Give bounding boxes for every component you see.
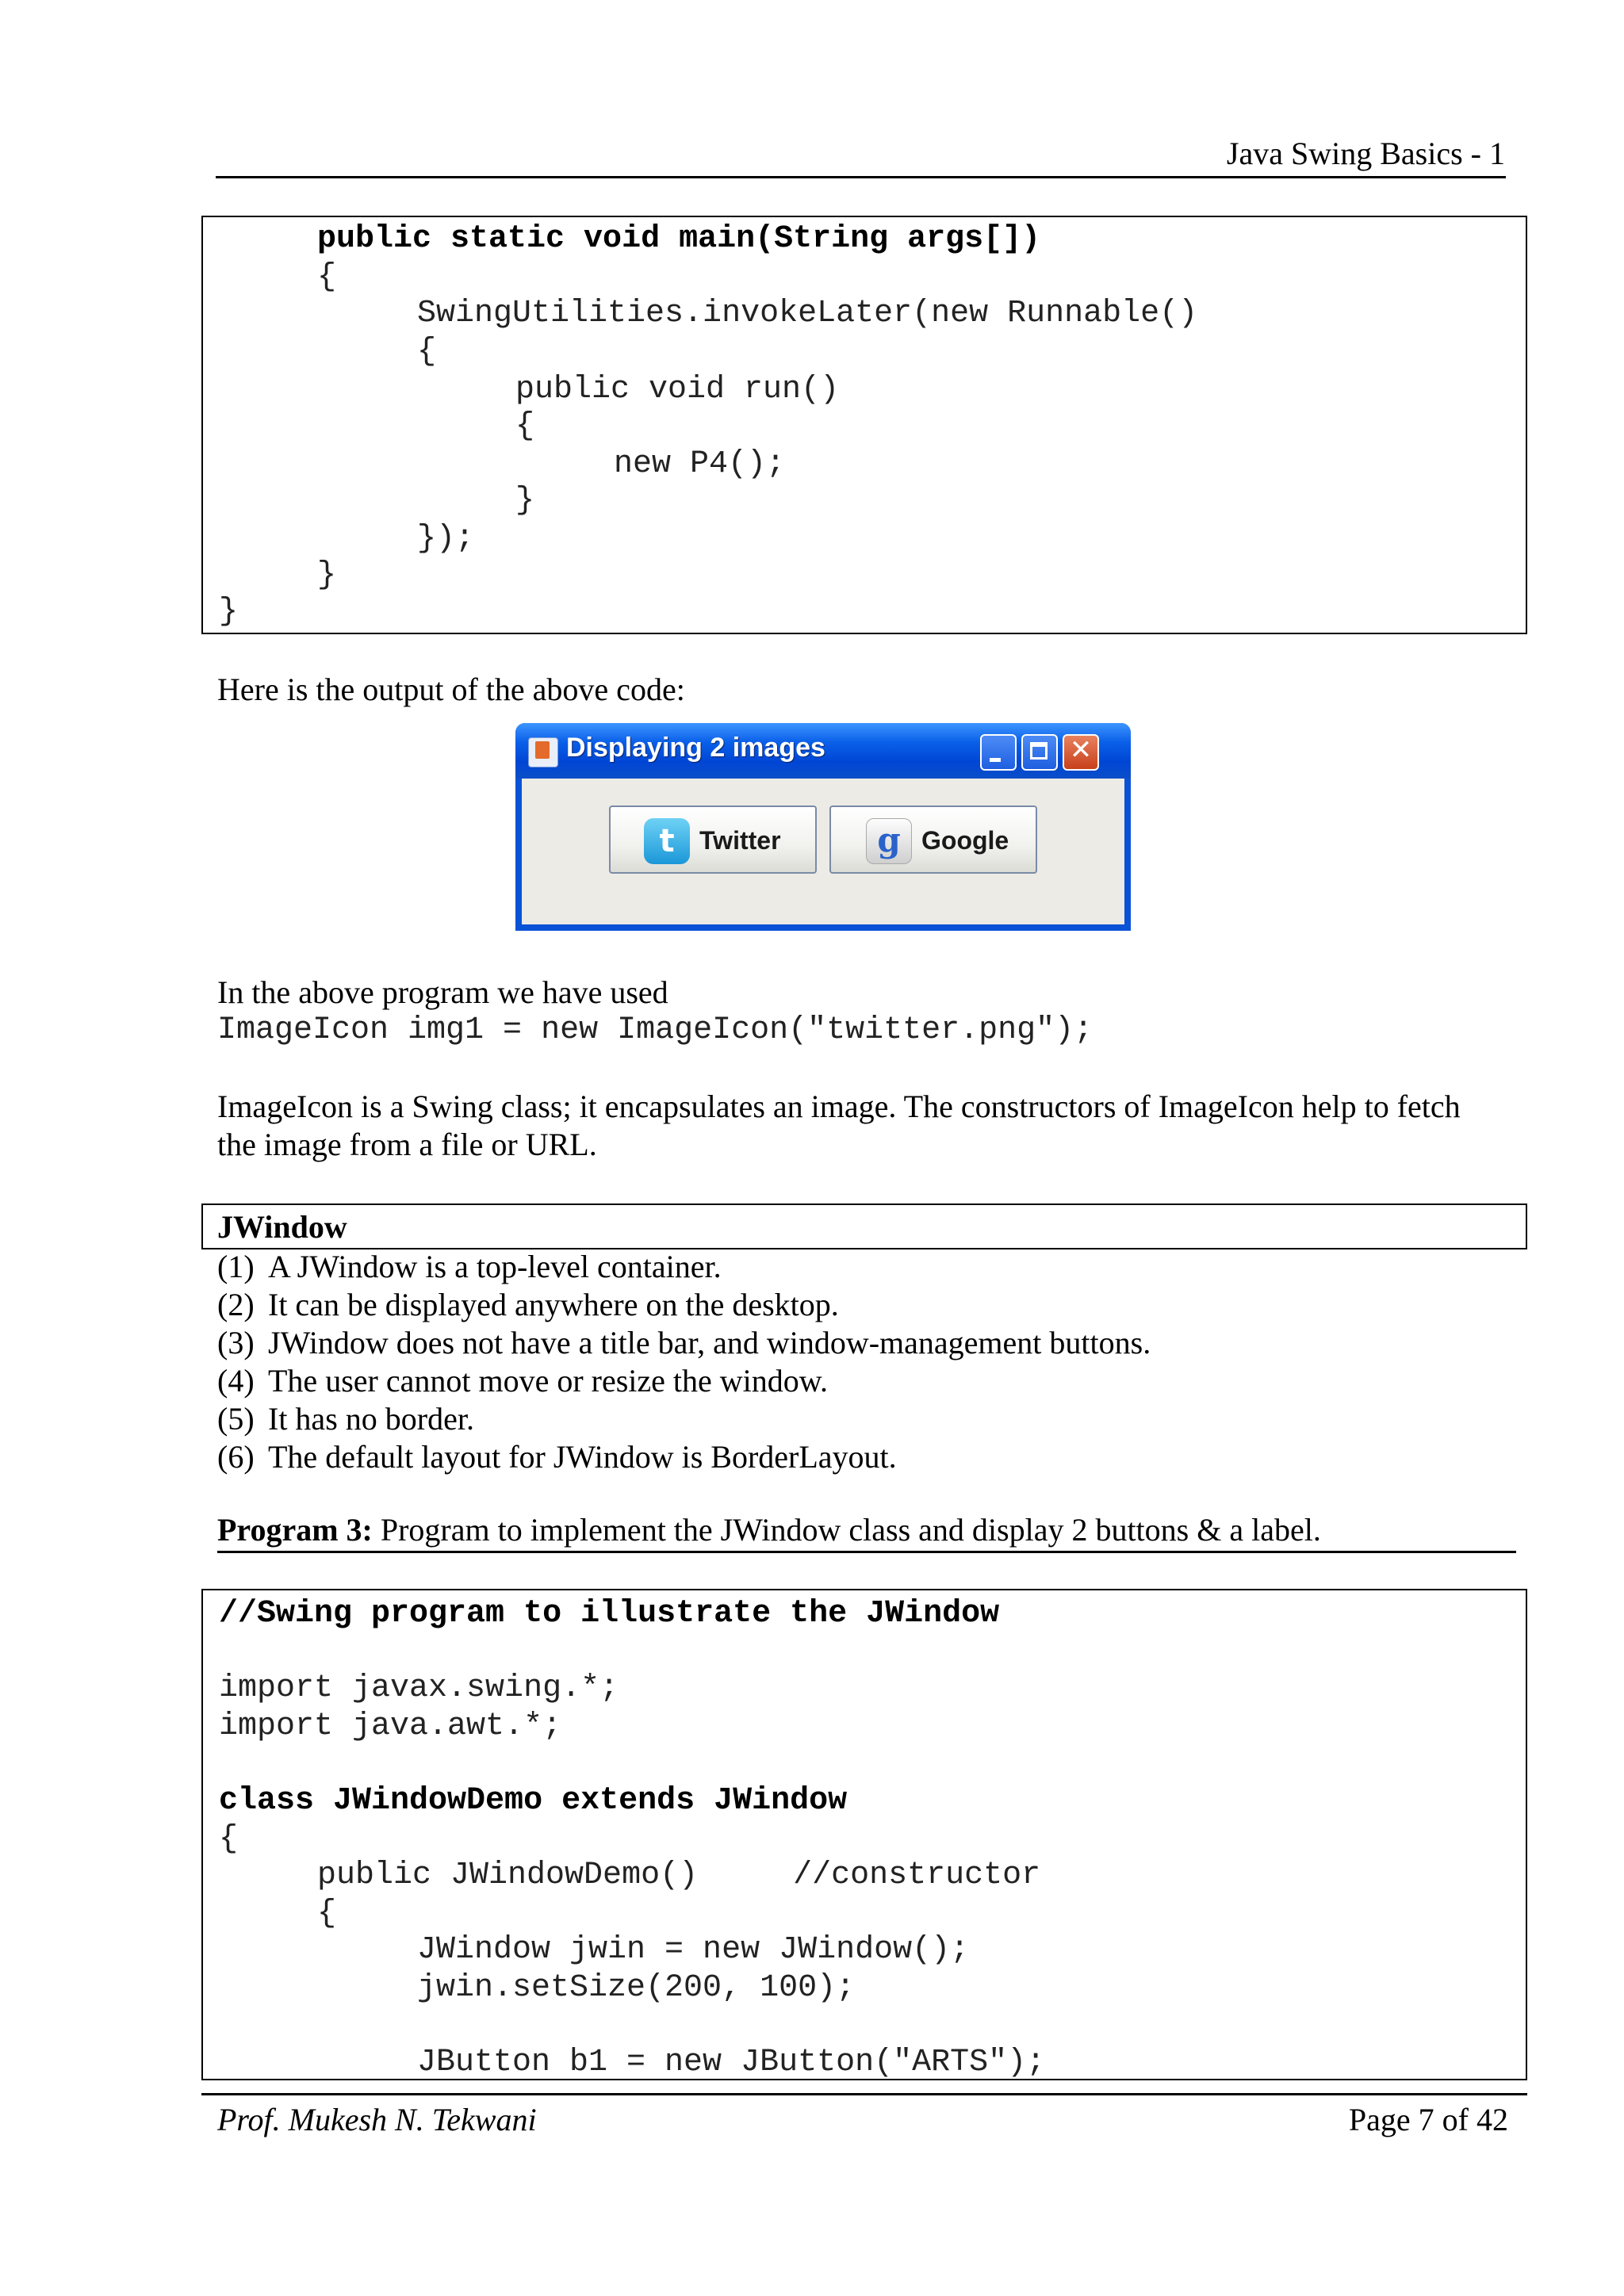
list-number: (1) (217, 1249, 255, 1284)
header-rule (216, 176, 1506, 178)
output-intro-text: Here is the output of the above code: (217, 672, 685, 707)
code-line: public JWindowDemo() //constructor (317, 1858, 1041, 1893)
program-label: Program 3: (217, 1512, 373, 1548)
window-title: Displaying 2 images (566, 733, 825, 763)
code-line: public void run() (515, 372, 840, 408)
explanation-paragraph-line: the image from a file or URL. (217, 1127, 597, 1162)
window-title-bar[interactable] (515, 723, 1131, 779)
twitter-button[interactable] (609, 806, 817, 874)
list-number: (6) (217, 1439, 255, 1475)
explanation-paragraph-line: ImageIcon is a Swing class; it encapsulates an image. The constructors of ImageIcon help to fetch (217, 1089, 1461, 1124)
maximize-button[interactable] (1021, 734, 1058, 771)
window-content-pane (522, 779, 1124, 924)
list-item: The default layout for JWindow is BorderLayout. (268, 1439, 897, 1475)
code-line: new P4(); (614, 446, 786, 482)
twitter-icon: t (644, 818, 690, 864)
code-line: SwingUtilities.invokeLater(new Runnable() (417, 296, 1198, 331)
code-line: import java.awt.*; (219, 1709, 562, 1744)
list-item: JWindow does not have a title bar, and window-management buttons. (268, 1325, 1151, 1360)
code-line: }); (417, 521, 475, 557)
java-app-icon (528, 737, 558, 767)
code-line: public static void main(String args[]) (317, 221, 1041, 257)
code-line: { (417, 334, 437, 369)
code-line: } (219, 594, 239, 629)
code-line: } (317, 557, 337, 593)
program-description: Program to implement the JWindow class and display 2 buttons & a label. (372, 1512, 1321, 1548)
section-heading: JWindow (217, 1209, 347, 1245)
code-block-main-method (201, 216, 1527, 634)
google-icon: g (866, 818, 912, 864)
list-item: It has no border. (268, 1401, 474, 1437)
page-number: Page 7 of 42 (1348, 2102, 1508, 2137)
jwindow-heading-box (201, 1203, 1527, 1249)
code-line: class JWindowDemo extends JWindow (219, 1783, 848, 1819)
list-number: (2) (217, 1287, 255, 1322)
footer-rule (201, 2093, 1527, 2095)
close-icon: ✕ (1069, 734, 1093, 766)
code-line: } (515, 483, 535, 519)
minimize-button[interactable] (980, 734, 1017, 771)
twitter-button-label: Twitter (699, 826, 781, 855)
code-block-jwindow-demo (201, 1589, 1527, 2080)
code-line: { (219, 1821, 239, 1857)
list-number: (4) (217, 1363, 255, 1399)
code-line: { (317, 1896, 337, 1931)
footer-author: Prof. Mukesh N. Tekwani (217, 2102, 537, 2137)
explanation-code: ImageIcon img1 = new ImageIcon("twitter.png"); (217, 1012, 1094, 1048)
code-line: { (317, 259, 337, 295)
swing-frame-window (515, 723, 1131, 931)
explanation-intro: In the above program we have used (217, 974, 668, 1010)
code-line: import javax.swing.*; (219, 1670, 619, 1706)
page-header-title: Java Swing Basics - 1 (1226, 136, 1505, 171)
program-rule (217, 1551, 1516, 1553)
code-line: //Swing program to illustrate the JWindow (219, 1596, 1000, 1632)
code-line: jwin.setSize(200, 100); (417, 1970, 856, 2006)
list-item: It can be displayed anywhere on the desktop. (268, 1287, 839, 1322)
google-button-label: Google (921, 826, 1009, 855)
google-button[interactable] (829, 806, 1037, 874)
list-item: The user cannot move or resize the window. (268, 1363, 829, 1399)
close-button[interactable] (1063, 734, 1099, 771)
list-number: (3) (217, 1325, 255, 1360)
program-title (217, 1511, 1321, 1549)
list-item: A JWindow is a top-level container. (268, 1249, 722, 1284)
code-line: JWindow jwin = new JWindow(); (417, 1932, 970, 1968)
code-line: { (515, 408, 535, 444)
code-line: JButton b1 = new JButton("ARTS"); (417, 2045, 1046, 2080)
list-number: (5) (217, 1401, 255, 1437)
